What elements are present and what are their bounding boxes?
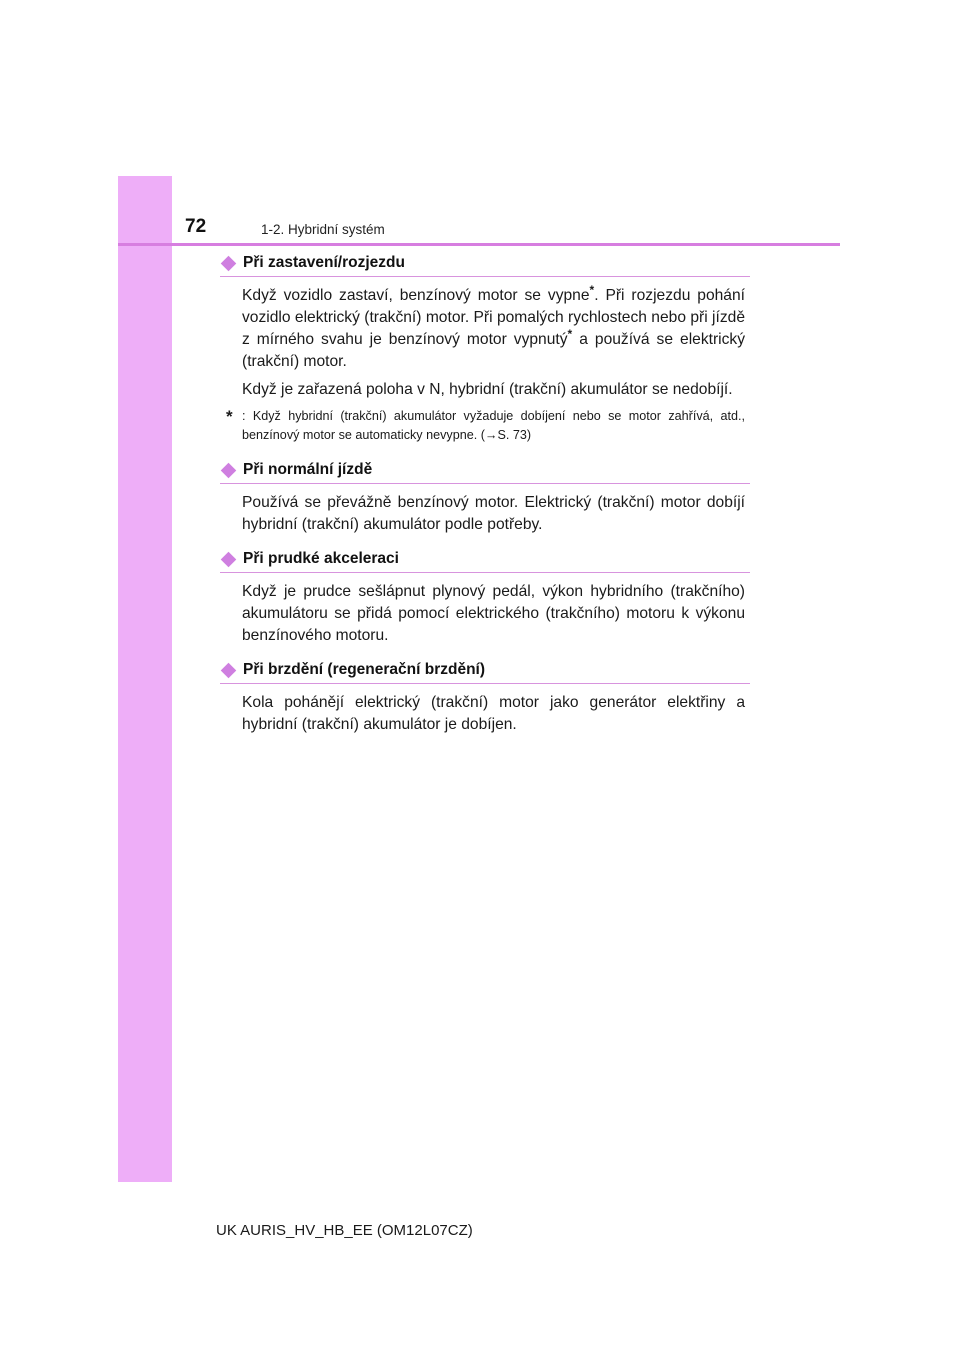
paragraph-text: Když vozidlo zastaví, benzínový motor se vypne — [242, 287, 590, 304]
chapter-side-band — [118, 176, 172, 1182]
section-hard-acceleration — [220, 548, 750, 647]
asterisk-marker: * — [567, 326, 573, 341]
paragraph-text: . Při rozjezdu pohání vozidlo elektrický (trakční) motor. Při pomalých rychlostech nebo při jízdě z mírného svahu je benzínový motor vypnutý — [242, 287, 745, 348]
heading-text: Při prudké akceleraci — [243, 550, 399, 567]
paragraph: Používá se převážně benzínový motor. Elektrický (trakční) motor dobíjí hybridní (trakční) akumulátor podle potřeby. — [242, 494, 745, 533]
heading-text: Při zastavení/rozjezdu — [243, 254, 405, 271]
section-stop-start — [220, 252, 750, 445]
diamond-bullet-icon — [221, 255, 237, 271]
section-heading — [220, 659, 750, 684]
paragraph: Když je zařazená poloha v N, hybridní (trakční) akumulátor se nedobíjí. — [242, 381, 733, 398]
section-heading — [220, 548, 750, 573]
header-rule — [118, 243, 840, 246]
paragraph-text: a používá se elektrický (trakční) motor. — [242, 331, 746, 370]
footnote — [226, 407, 745, 445]
section-heading — [220, 459, 750, 484]
diamond-bullet-icon — [221, 462, 237, 478]
document-code: UK AURIS_HV_HB_EE (OM12L07CZ) — [216, 1222, 473, 1239]
footnote-text: : Když hybridní (trakční) akumulátor vyžaduje dobíjení nebo se motor zahřívá, atd., benzínový motor se automaticky nevypne. (→S. 73) — [242, 409, 745, 442]
section-title: 1-2. Hybridní systém — [261, 222, 385, 237]
section-normal-driving — [220, 459, 750, 536]
footnote-marker: * — [226, 407, 233, 426]
heading-text: Při brzdění (regenerační brzdění) — [243, 661, 486, 678]
paragraph: Kola pohánějí elektrický (trakční) motor jako generátor elektřiny a hybridní (trakční) akumulátor je dobíjen. — [242, 694, 745, 733]
section-heading — [220, 252, 750, 277]
page-content — [220, 252, 750, 748]
diamond-bullet-icon — [221, 551, 237, 567]
paragraph — [242, 282, 746, 373]
section-regenerative-braking — [220, 659, 750, 736]
heading-text: Při normální jízdě — [243, 461, 373, 478]
page-number: 72 — [185, 216, 207, 237]
asterisk-marker: * — [589, 282, 595, 297]
diamond-bullet-icon — [221, 662, 237, 678]
paragraph: Když je prudce sešlápnut plynový pedál, výkon hybridního (trakčního) akumulátoru se přidá pomocí elektrického (trakčního) motoru k výkonu benzínového motoru. — [242, 583, 745, 644]
